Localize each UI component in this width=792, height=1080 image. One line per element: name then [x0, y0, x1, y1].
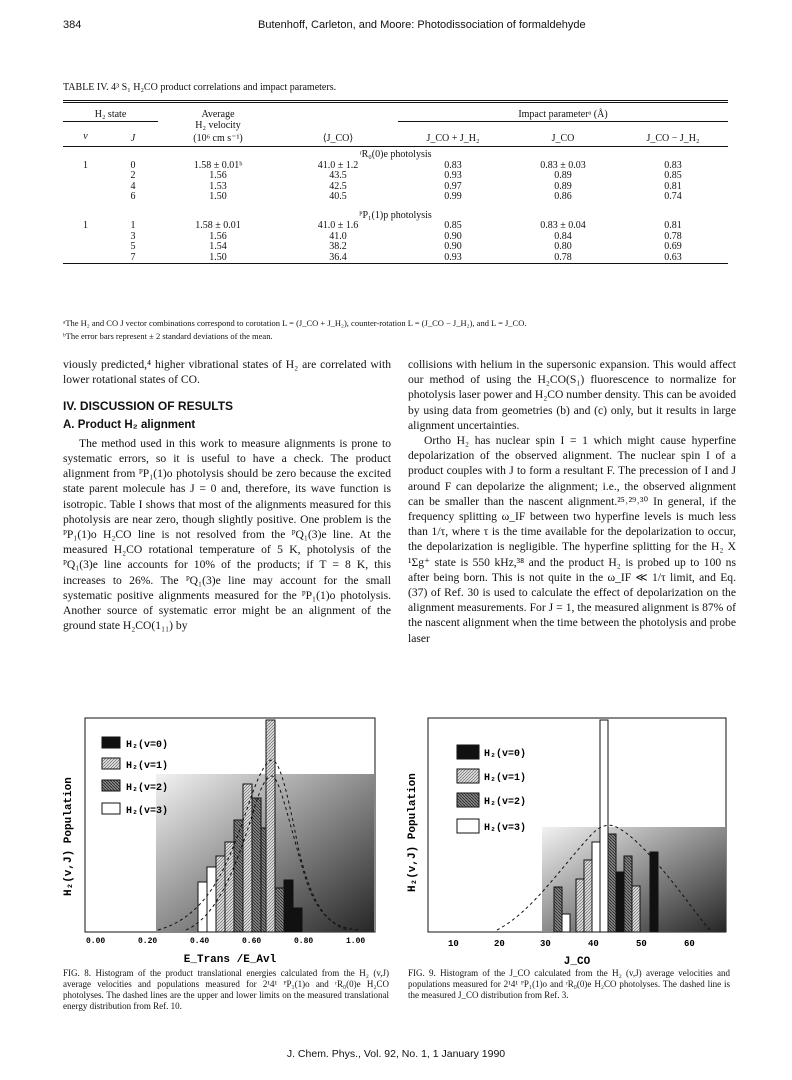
table-row: 6 1.50 40.5 0.99 0.86 0.74 [130, 191, 682, 202]
col-j: J [130, 132, 136, 144]
fig8-xtick: 0.00 [86, 937, 106, 946]
fig9-legend-label: H₂(v=1) [484, 773, 527, 784]
fig8-legend-label: H₂(v=1) [126, 761, 169, 772]
fig8-legend-label: H₂(v=2) [126, 783, 169, 794]
fig9-legend-swatch [457, 793, 479, 807]
fig9-xtick: 60 [684, 939, 695, 949]
fig8-legend-swatch [102, 780, 120, 791]
fig9-ylabel: H₂(v,J) Population [407, 773, 419, 892]
fig8-legend-swatch [102, 803, 120, 814]
subsection-heading: A. Product H₂ alignment [63, 418, 196, 431]
avg-velocity-header-2: H₂ velocity [195, 120, 241, 131]
fig9-bar [562, 914, 570, 932]
fig8-caption: FIG. 8. Histogram of the product translational energies calculated from the H₂ (v,J) average velocities and populations measured for 2¹4¹ ᴾP₁(1)o and ʳR₀(0)e H₂CO photolyses. The dashed lines are the upper and lower limits on the measured translational energy distribution from Ref. 10. [63, 968, 389, 1011]
fig9-legend-swatch [457, 819, 479, 833]
table-row: 3 1.56 41.0 0.90 0.84 0.78 [130, 230, 682, 242]
running-title: Butenhoff, Carleton, and Moore: Photodissociation of formaldehyde [258, 19, 586, 31]
fig9-xtick: 10 [448, 939, 459, 949]
group-label-r0: ʳR₀(0)e photolysis [359, 149, 432, 160]
fig8-xlabel: E_Trans /E_Avl [183, 954, 277, 966]
table-row: 2 1.56 43.5 0.93 0.89 0.85 [130, 170, 682, 181]
fig9-xtick: 30 [540, 939, 551, 949]
fig9-xtick: 50 [636, 939, 647, 949]
paragraph: Ortho H₂ has nuclear spin I = 1 which might cause hyperfine depolarization of the observed alignment. The nuclear spin I of a product couples with J to form a resultant F. The precession of I and J around F can depolarize the alignment; i.e., the observed alignment can be smaller than the nascent alignment.²⁵˒²⁹˒³⁰ In general, if the frequency splitting ω_IF between two hyperfine levels is much less than 1/τ, where τ is the time available for the depolarization to occur, the depolarization is negligible. The hyperfine splitting for the H₂ X ¹Σg⁺ state is 550 kHz,³⁸ and the product H₂ is probed up to 100 ns after being born. This is not quite in the ω_IF ≪ 1/τ limit, and Eq. (37) of Ref. 30 is used to calculate the effect of depolarization on the alignment measurements. For J = 1, the measured alignment is 87% of the nascent alignment when the time between the photolysis and probe laser [408, 434, 736, 645]
page-number: 384 [63, 19, 82, 31]
fig9-bar [624, 856, 632, 932]
fig8-xtick: 0.20 [138, 937, 158, 946]
fig8-bar [225, 842, 234, 932]
table-row: 7 1.50 36.4 0.93 0.78 0.63 [63, 253, 728, 264]
journal-footer: J. Chem. Phys., Vol. 92, No. 1, 1 January 1990 [286, 1048, 506, 1060]
fig9-xtick: 20 [494, 939, 505, 949]
fig8-bar [284, 880, 293, 932]
col-jco-plus: J_CO + J_H₂ [426, 132, 480, 144]
fig8-xtick: 1.00 [346, 937, 366, 946]
table-row: 1 0 1.58 ± 0.01ᵇ 41.0 ± 1.2 0.83 0.83 ± 0.03 0.83 [83, 159, 682, 171]
h2-state-header: H₂ state [63, 110, 158, 121]
left-column [63, 357, 391, 633]
fig8-bar [293, 908, 302, 932]
paragraph: viously predicted,⁴ higher vibrational states of H₂ are correlated with lower rotational states of CO. [63, 358, 391, 387]
section-heading: IV. DISCUSSION OF RESULTS [63, 399, 234, 414]
paragraph: collisions with helium in the supersonic expansion. This would affect our method of using the H₂CO(S₁) fluorescence to normalize for photolysis laser power and H₂CO number density. This can be avoided by using data from geometries (b) and (c) only, but it results in large alignment uncertainties. [408, 358, 736, 432]
col-jco: J_CO [551, 132, 575, 144]
col-jco-minus: J_CO − J_H₂ [646, 132, 700, 144]
table-footnote-b: ᵇThe error bars represent ± 2 standard deviations of the mean. [63, 331, 273, 341]
fig9-legend-swatch [457, 769, 479, 783]
fig9-xticks [448, 939, 695, 949]
fig8-legend-label: H₂(v=3) [126, 806, 169, 817]
fig8-chart [58, 716, 380, 966]
table-footnote-a: ᵃThe H₂ and CO J vector combinations correspond to corotation L = (J_CO + J_H₂), counter-rotation L = (J_CO − J_H₂), and L = J_CO. [63, 318, 527, 328]
fig8-legend-swatch [102, 737, 120, 748]
fig8-xtick: 0.60 [242, 937, 262, 946]
fig9-legend-swatch [457, 745, 479, 759]
fig8-xtick: 0.80 [294, 937, 314, 946]
fig9-bar [584, 860, 592, 932]
table-row: 4 1.53 42.5 0.97 0.89 0.81 [130, 180, 682, 192]
fig9-legend-label: H₂(v=0) [484, 749, 527, 760]
avg-velocity-header-1: Average [201, 109, 235, 121]
table-row: 5 1.54 38.2 0.90 0.80 0.69 [130, 241, 682, 252]
fig8-bar [275, 888, 284, 932]
fig8-xticks [86, 937, 365, 946]
fig9-bar [632, 886, 640, 932]
table-row: 1 1 1.58 ± 0.01 41.0 ± 1.6 0.85 0.83 ± 0.04 0.81 [83, 220, 682, 231]
fig8-xtick: 0.40 [190, 937, 210, 946]
fig8-bar [198, 882, 207, 932]
fig8-legend-swatch [102, 758, 120, 769]
paragraph: The method used in this work to measure alignments is prone to systematic errors, so it is useful to have a check. The product alignment from ᴾP₁(1)o photolysis should be zero because the excited state parent molecule has J = 0 and, therefore, its wave function is isotropic. Table I shows that most of the alignments measured for this photolysis are near zero, though slightly positive. One problem is the ᴾP₁(1)o H₂CO line is not resolved from the ᴾQ₁(3)e line. At the measured H₂CO rotational temperature of 5 K, photolysis of the ᴾQ₁(3)e line accounts for 10% of the products; if T = 8 K, this increases to 26%. The ᴾQ₁(3)e line may account for the small systematic positive alignments measured for the ᴾP₁(1)o photolysis. Another source of systematic error might be an alignment of the ground state H₂CO(1₁₁) by [63, 436, 391, 633]
fig9-legend-label: H₂(v=3) [484, 823, 527, 834]
fig9-legend-label: H₂(v=2) [484, 797, 527, 808]
fig9-xlabel: J_CO [563, 956, 591, 966]
table-iv [63, 110, 728, 264]
fig9-bar [616, 872, 624, 932]
impact-parameter-header: Impact parameterᵃ (Å) [398, 110, 728, 121]
fig9-bar [576, 879, 584, 932]
fig9-caption: FIG. 9. Histogram of the J_CO calculated from the H₂ (v,J) average velocities and populations measured for 2¹4¹ ᴾP₁(1)o and ʳR₀(0)e H₂CO photolyses. The dashed line is the measured J_CO distribution from Ref. 3. [408, 968, 730, 1000]
col-v: v [83, 130, 88, 142]
table-caption: TABLE IV. 4³ S₁ H₂CO product correlations and impact parameters. [63, 82, 337, 93]
fig9-chart [402, 716, 732, 966]
fig9-bar [592, 842, 600, 932]
fig8-legend-label: H₂(v=0) [126, 740, 169, 751]
fig8-bar [243, 784, 252, 932]
fig9-bar [554, 887, 562, 932]
fig8-ylabel: H₂(v,J) Population [63, 777, 75, 896]
fig9-bar [608, 834, 616, 932]
group-label-p1: ᴾP₁(1)p photolysis [359, 209, 432, 221]
fig8-bar [207, 867, 216, 932]
avg-velocity-header-3: (10⁶ cm s⁻¹) [193, 132, 243, 144]
fig9-bar [650, 852, 658, 932]
fig8-bar [266, 720, 275, 932]
fig8-bar [252, 798, 261, 932]
fig8-bar [234, 820, 243, 932]
col-jco-avg: ⟨J_CO⟩ [322, 132, 354, 144]
fig9-xtick: 40 [588, 939, 599, 949]
right-column [408, 357, 736, 646]
